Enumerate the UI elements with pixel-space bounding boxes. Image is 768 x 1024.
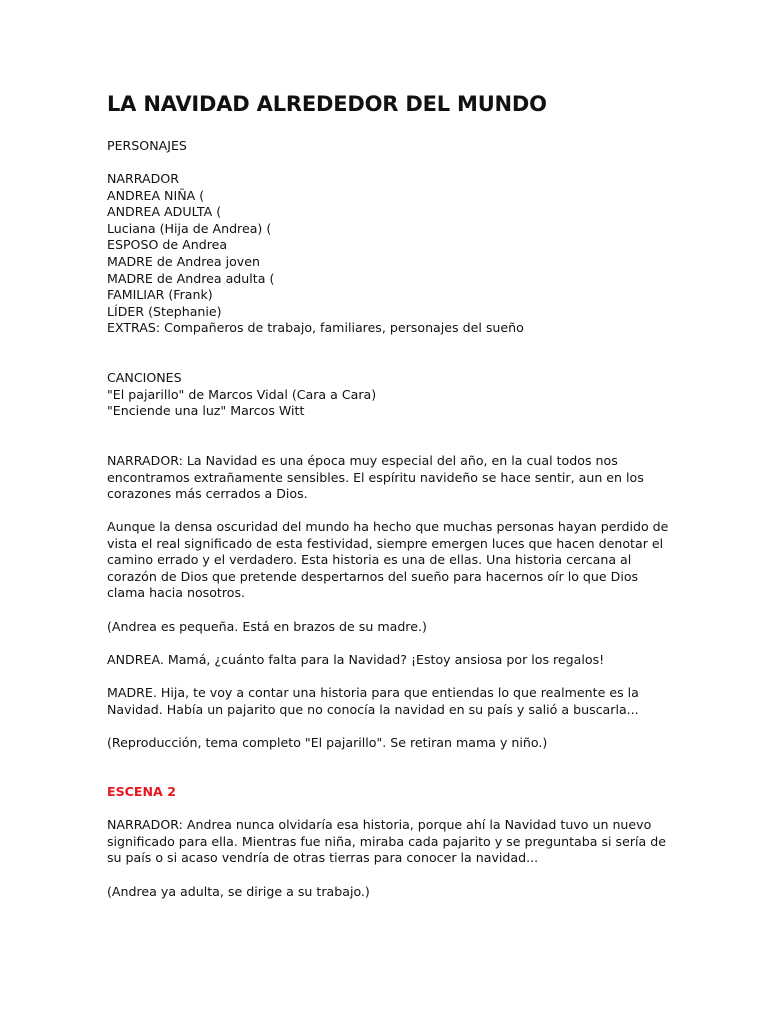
- paragraph-line: encontramos extrañamente sensibles. El espíritu navideño se hace sentir, aun en los: [107, 469, 644, 485]
- character-item: MADRE de Andrea adulta (: [107, 270, 275, 286]
- paragraph-line: Aunque la densa oscuridad del mundo ha hecho que muchas personas hayan perdido de: [107, 519, 669, 534]
- paragraph-line: su país o si acaso vendría de otras tierras para conocer la navidad...: [107, 850, 539, 866]
- character-item: NARRADOR: [107, 171, 180, 186]
- character-item: Luciana (Hija de Andrea) (: [107, 220, 272, 236]
- andrea-line: [107, 652, 604, 669]
- paragraph-line: Navidad. Había un pajarito que no conocía la navidad en su país y salió a buscarla...: [107, 701, 639, 717]
- character-item: FAMILIAR (Frank): [107, 287, 213, 303]
- character-item: ANDREA ADULTA (: [107, 204, 222, 220]
- narrator-paragraph: [107, 453, 644, 503]
- character-item: MADRE de Andrea joven: [107, 253, 260, 269]
- paragraph-line: corazones más cerrados a Dios.: [107, 486, 308, 502]
- paragraph-line: significado para ella. Mientras fue niña, miraba cada pajarito y se preguntaba si sería de: [107, 833, 666, 849]
- paragraph-line: MADRE. Hija, te voy a contar una historia para que entiendas lo que realmente es la: [107, 685, 639, 700]
- paragraph-line: clama hacia nosotros.: [107, 585, 246, 601]
- paragraph-line: (Andrea ya adulta, se dirige a su trabajo.): [107, 884, 370, 899]
- character-item: ESPOSO de Andrea: [107, 237, 228, 253]
- songs-section: [107, 370, 376, 420]
- intro-paragraph: [107, 519, 668, 602]
- stage-direction: [107, 619, 427, 636]
- scene-narrator-paragraph: [107, 817, 666, 867]
- song-item: "El pajarillo" de Marcos Vidal (Cara a Cara): [107, 386, 377, 402]
- paragraph-line: vista el real significado de esta festividad, siempre emergen luces que hacen denotar el: [107, 535, 664, 551]
- madre-line: [107, 685, 639, 718]
- paragraph-line: camino errado y el verdadero. Esta historia es una de ellas. Una historia cercana al: [107, 552, 632, 568]
- characters-list: [107, 171, 524, 337]
- paragraph-line: ANDREA. Mamá, ¿cuánto falta para la Navidad? ¡Estoy ansiosa por los regalos!: [107, 652, 605, 667]
- scene-heading: ESCENA 2: [107, 784, 176, 799]
- paragraph-line: (Andrea es pequeña. Está en brazos de su madre.): [107, 619, 427, 634]
- stage-direction: [107, 884, 370, 901]
- character-item: LÍDER (Stephanie): [107, 303, 222, 319]
- stage-direction: [107, 735, 547, 752]
- paragraph-line: corazón de Dios que pretende despertarnos del sueño para hacernos oír lo que Dios: [107, 568, 639, 584]
- songs-heading: CANCIONES: [107, 370, 182, 385]
- paragraph-line: (Reproducción, tema completo "El pajarillo". Se retiran mama y niño.): [107, 735, 548, 750]
- characters-heading: PERSONAJES: [107, 138, 187, 153]
- paragraph-line: NARRADOR: La Navidad es una época muy especial del año, en la cual todos nos: [107, 453, 618, 468]
- song-item: "Enciende una luz" Marcos Witt: [107, 403, 305, 419]
- paragraph-line: NARRADOR: Andrea nunca olvidaría esa historia, porque ahí la Navidad tuvo un nuevo: [107, 817, 652, 832]
- character-item: EXTRAS: Compañeros de trabajo, familiares, personajes del sueño: [107, 320, 524, 336]
- characters-heading-block: [107, 138, 187, 155]
- character-item: ANDREA NIÑA (: [107, 187, 205, 203]
- document-title: LA NAVIDAD ALREDEDOR DEL MUNDO: [107, 92, 547, 116]
